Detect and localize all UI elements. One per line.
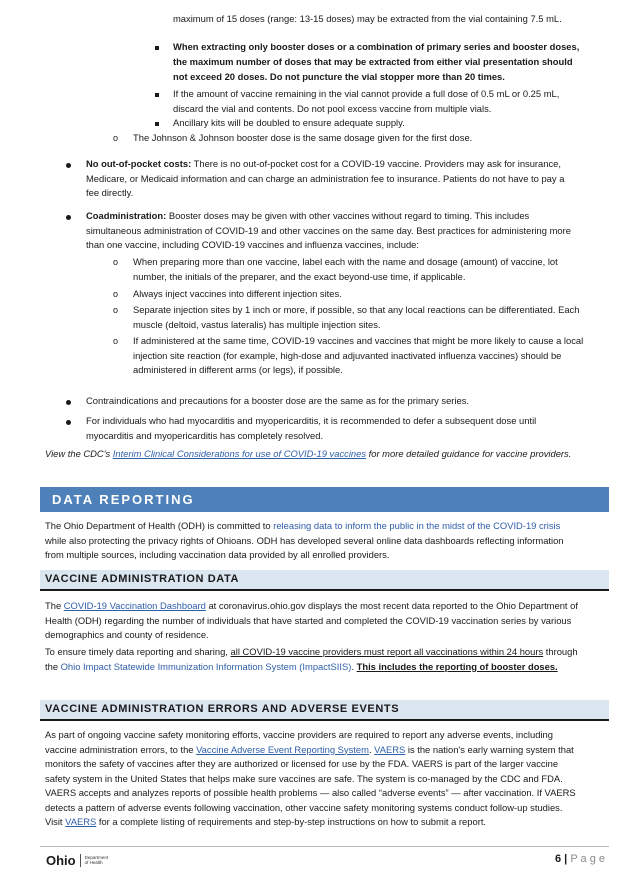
department-label: Department bbox=[84, 854, 109, 860]
timely-reporting-prefix: To ensure timely data reporting and sharing, bbox=[45, 646, 231, 657]
adverse-events-line-1: As part of ongoing vaccine safety monitoring efforts, vaccine providers are required to report any adverse events, including bbox=[45, 729, 553, 740]
out-of-pocket-line-1: There is no out-of-pocket cost for a COVID-19 vaccine. Providers may ask for insurance, bbox=[191, 158, 561, 169]
data-reporting-intro: The Ohio Department of Health (ODH) is committed to bbox=[45, 520, 274, 531]
bullet-dot-icon bbox=[66, 215, 71, 220]
vaccination-dashboard-paragraph bbox=[45, 599, 610, 643]
data-reporting-paragraph bbox=[45, 519, 610, 563]
cdc-guidance-suffix: for more detailed guidance for vaccine providers. bbox=[366, 448, 572, 459]
covid-vaccination-dashboard-link[interactable]: COVID-19 Vaccination Dashboard bbox=[63, 600, 206, 611]
report-within-24-hours-text: all COVID-19 vaccine providers must report all vaccinations within 24 hours bbox=[230, 646, 544, 657]
separate-sites-line-2: muscle (deltoid, vastus lateralis) has multiple injection sites. bbox=[133, 318, 381, 330]
dashboard-line-2: Health (ODH) regarding the number of individuals that have started and completed the COVID-19 vaccination series by various bbox=[45, 614, 572, 626]
timely-reporting-paragraph bbox=[45, 645, 610, 674]
myocarditis-text bbox=[86, 414, 606, 443]
cdc-guidance-prefix: View the CDC's bbox=[45, 448, 113, 459]
timely-reporting-through: through bbox=[543, 646, 578, 657]
booster-extraction-line-2: the maximum number of doses that may be extracted from either vial presentation should bbox=[173, 56, 573, 67]
circle-bullet-icon: o bbox=[113, 289, 119, 299]
same-time-text bbox=[133, 334, 608, 378]
out-of-pocket-line-2: Medicare, or Medicaid information and can charge an administration fee to insurance. Patients do not have to pay a bbox=[86, 172, 565, 184]
footer-divider bbox=[40, 846, 609, 847]
contraindications-text: Contraindications and precautions for a booster dose are the same as for the primary series. bbox=[86, 395, 470, 406]
different-sites-text: Always inject vaccines into different injection sites. bbox=[133, 288, 342, 299]
label-vaccines-line-2: number, the initials of the preparer, and the exact beyond-use time, if applicable. bbox=[133, 270, 466, 282]
page-number bbox=[555, 853, 605, 865]
period-text: . bbox=[351, 660, 357, 672]
visit-suffix: for a complete listing of requirements and step-by-step instructions on how to submit a report. bbox=[96, 816, 487, 827]
separate-sites-line-1: Separate injection sites by 1 inch or more, if possible, so that any local reactions can be differentiated. Each bbox=[133, 304, 580, 315]
ancillary-kits-text: Ancillary kits will be doubled to ensure adequate supply. bbox=[173, 117, 405, 128]
department-of-health-text bbox=[85, 855, 109, 866]
vaers-link[interactable]: VAERS bbox=[374, 743, 406, 755]
ohio-logo-text: Ohio bbox=[46, 852, 76, 868]
circle-bullet-icon: o bbox=[113, 336, 119, 346]
data-reporting-line-2: while also protecting the privacy rights of Ohioans. ODH has developed several online data dashboards reflecting information bbox=[45, 534, 564, 546]
out-of-pocket-paragraph bbox=[86, 157, 606, 201]
adverse-events-paragraph bbox=[45, 728, 610, 830]
myocarditis-line-2: myocarditis and myopericarditis has completely resolved. bbox=[86, 429, 324, 441]
adverse-events-line-3: monitors the safety of vaccines after they are authorized or licensed for use by the FDA. VAERS is part of the larger vaccine bbox=[45, 758, 559, 769]
adverse-events-line-2-suffix: is the nation's early warning system that bbox=[405, 743, 574, 755]
label-vaccines-line-1: When preparing more than one vaccine, label each with the name and dosage (amount) of vaccine, lot bbox=[133, 256, 558, 267]
dashboard-line-1: at coronavirus.ohio.gov displays the most recent data reported to the Ohio Department of bbox=[205, 600, 578, 611]
booster-extraction-line-1: When extracting only booster doses or a combination of primary series and booster doses, bbox=[173, 41, 580, 52]
separate-sites-text bbox=[133, 303, 608, 332]
adverse-events-period: . bbox=[368, 743, 375, 755]
square-bullet-icon bbox=[155, 46, 159, 50]
errors-adverse-events-title: VACCINE ADMINISTRATION ERRORS AND ADVERSE EVENTS bbox=[45, 703, 400, 715]
out-of-pocket-line-3: fee directly. bbox=[86, 187, 134, 198]
same-time-line-3: administered in different arms (or legs), if possible. bbox=[133, 364, 343, 375]
adverse-events-line-5: VAERS accepts and analyzes reports of possible health problems — also called “adverse events” — after vaccination. If VAERS bbox=[45, 787, 576, 798]
section-divider bbox=[40, 589, 609, 591]
circle-bullet-icon: o bbox=[113, 257, 119, 267]
dashboard-line-3: demographics and county of residence. bbox=[45, 629, 209, 640]
dashboard-prefix: The bbox=[45, 600, 64, 611]
out-of-pocket-label: No out-of-pocket costs: bbox=[86, 158, 192, 169]
page-number-value: 6 bbox=[555, 853, 562, 865]
adverse-events-line-4: safety system in the United States that helps make sure vaccines are safe. The system is co-managed by the CDC and FDA. bbox=[45, 772, 563, 784]
data-reporting-banner bbox=[40, 487, 609, 512]
vaers-visit-link[interactable]: VAERS bbox=[65, 816, 97, 827]
myocarditis-line-1: For individuals who had myocarditis and myopericarditis, it is recommended to defer a subsequent dose until bbox=[86, 415, 537, 426]
remaining-vaccine-line-1: If the amount of vaccine remaining in the vial cannot provide a full dose of 0.5 mL or 0.25 mL, bbox=[173, 88, 560, 99]
page-word: P a g e bbox=[570, 853, 605, 865]
booster-reporting-note: This includes the reporting of booster doses. bbox=[356, 660, 558, 672]
timely-reporting-the: the bbox=[45, 660, 61, 672]
coadministration-line-1: Booster doses may be given with other vaccines without regard to timing. This includes bbox=[166, 210, 530, 221]
adverse-events-line-2-prefix: vaccine administration errors, to the bbox=[45, 743, 197, 755]
logo-divider bbox=[80, 854, 81, 867]
data-reporting-line-3: from multiple sources, including vaccination data provided by all enrolled providers. bbox=[45, 549, 390, 560]
square-bullet-icon bbox=[155, 122, 159, 126]
visit-prefix: Visit bbox=[45, 816, 66, 827]
booster-extraction-line-3: not exceed 20 doses. Do not puncture the vial stopper more than 20 times. bbox=[173, 71, 505, 82]
same-time-line-2: injection site reaction (for example, high-dose and adjuvanted inactivated influenza vaccines) should be bbox=[133, 349, 562, 361]
circle-bullet-icon: o bbox=[113, 305, 119, 315]
coadministration-label: Coadministration: bbox=[86, 210, 167, 221]
dose-range-text: maximum of 15 doses (range: 13-15 doses) may be extracted from the vial containing 7.5 mL. bbox=[173, 13, 562, 24]
vaers-full-name-link[interactable]: Vaccine Adverse Event Reporting System bbox=[196, 743, 369, 755]
impactsiis-link[interactable]: Ohio Impact Statewide Immunization Information System (ImpactSIIS) bbox=[60, 660, 352, 672]
cdc-guidance-line bbox=[45, 447, 571, 462]
adverse-events-line-6: detects a pattern of adverse events following vaccination, other vaccine safety monitoring systems conduct follow-up studies. bbox=[45, 801, 563, 813]
bullet-dot-icon bbox=[66, 163, 71, 168]
vaccine-administration-data-title: VACCINE ADMINISTRATION DATA bbox=[45, 573, 240, 585]
vaccine-administration-data-header bbox=[40, 570, 609, 589]
coadministration-paragraph bbox=[86, 209, 606, 253]
remaining-vaccine-line-2: discard the vial and contents. Do not pool excess vaccine from multiple vials. bbox=[173, 103, 492, 114]
cdc-interim-considerations-link[interactable]: Interim Clinical Considerations for use of COVID-19 vaccines bbox=[112, 448, 367, 459]
bullet-dot-icon bbox=[66, 400, 71, 405]
label-vaccines-text bbox=[133, 255, 608, 284]
coadministration-line-2: simultaneous administration of COVID-19 and other vaccines on the same day. Best practices for administering more bbox=[86, 224, 571, 236]
square-bullet-icon bbox=[155, 93, 159, 97]
section-divider bbox=[40, 719, 609, 721]
page-number-separator: | bbox=[561, 853, 571, 865]
coadministration-line-3: than one vaccine, including COVID-19 vaccines and influenza vaccines, include: bbox=[86, 239, 420, 250]
of-health-label: of Health bbox=[84, 860, 103, 865]
releasing-data-link[interactable]: releasing data to inform the public in the midst of the COVID-19 crisis bbox=[273, 520, 561, 531]
jj-booster-text: The Johnson & Johnson booster dose is the same dosage given for the first dose. bbox=[133, 132, 473, 143]
ohio-logo bbox=[46, 851, 108, 869]
bullet-dot-icon bbox=[66, 420, 71, 425]
errors-adverse-events-header bbox=[40, 700, 609, 719]
circle-bullet-icon: o bbox=[113, 133, 119, 143]
data-reporting-title: DATA REPORTING bbox=[52, 492, 195, 507]
same-time-line-1: If administered at the same time, COVID-19 vaccines and vaccines that might be more likely to cause a local bbox=[133, 335, 584, 346]
